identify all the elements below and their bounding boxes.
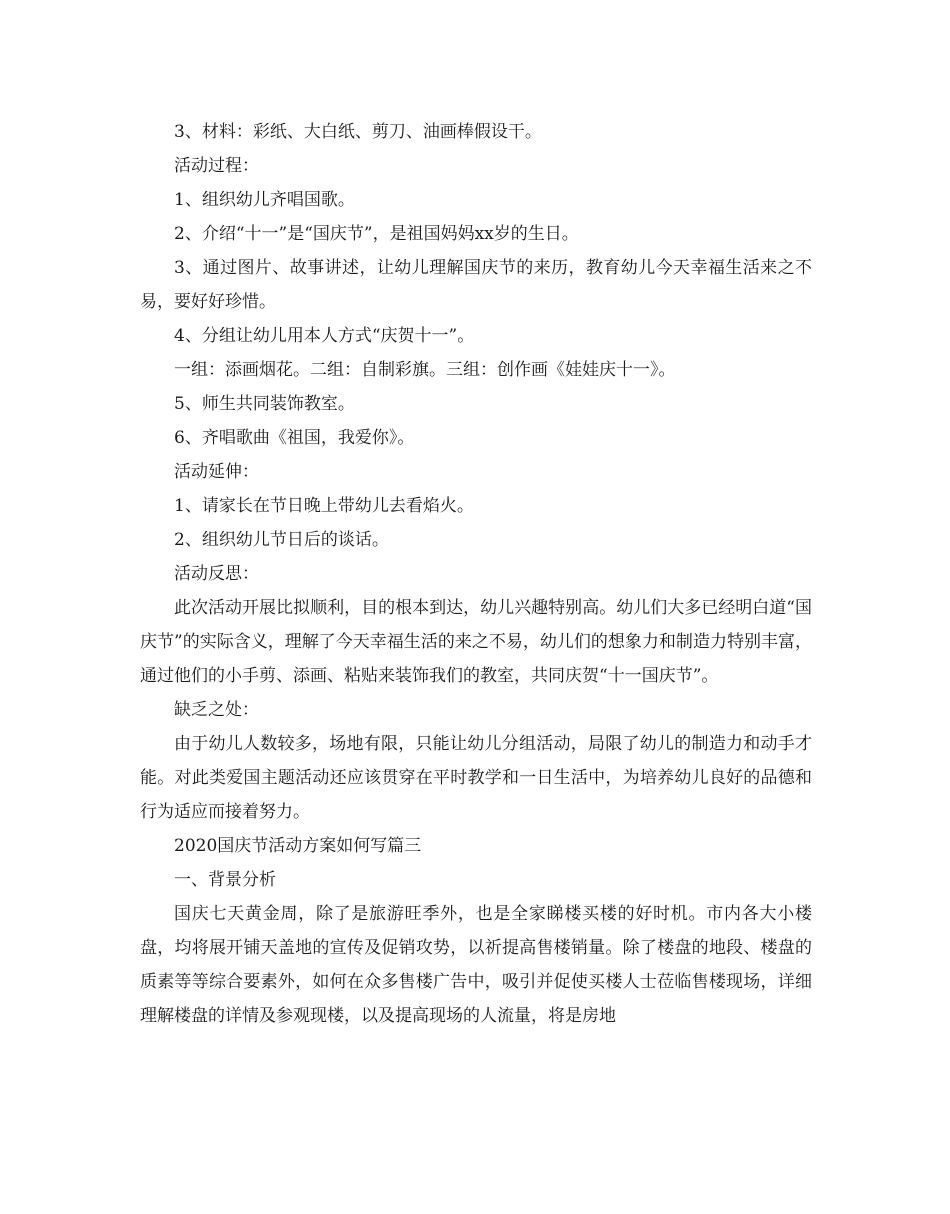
paragraph: 由于幼儿人数较多，场地有限，只能让幼儿分组活动，局限了幼儿的制造力和动手才能。对此类爱国主题活动还应该贯穿在平时教学和一日生活中，为培养幼儿良好的品德和行为适应而接着努力。 [140, 734, 812, 822]
paragraph: 3、材料：彩纸、大白纸、剪刀、油画棒假设干。 [174, 122, 542, 142]
section-heading-shortcomings: 缺乏之处： [174, 700, 259, 720]
paragraph: 2、介绍“十一”是“国庆节”，是祖国妈妈xx岁的生日。 [174, 224, 579, 244]
paragraph: 6、齐唱歌曲《祖国，我爱你》。 [174, 428, 415, 448]
section-heading-extension: 活动延伸： [174, 462, 259, 482]
paragraph: 1、组织幼儿齐唱国歌。 [174, 190, 355, 210]
paragraph: 4、分组让幼儿用本人方式“庆贺十一”。 [174, 326, 475, 346]
paragraph: 此次活动开展比拟顺利，目的根本到达，幼儿兴趣特别高。幼儿们大多已经明白道“国庆节”的实际含义，理解了今天幸福生活的来之不易，幼儿们的想象力和制造力特别丰富，通过他们的小手剪、添画、粘贴来装饰我们的教室，共同庆贺“十一国庆节”。 [140, 598, 812, 686]
paragraph: 2、组织幼儿节日后的谈话。 [174, 530, 389, 550]
section-heading-background: 一、背景分析 [174, 870, 276, 890]
document-body [140, 115, 812, 1033]
section-heading-process: 活动过程： [174, 156, 259, 176]
section-heading-reflection: 活动反思： [174, 564, 259, 584]
paragraph: 5、师生共同装饰教室。 [174, 394, 355, 414]
paragraph: 1、请家长在节日晚上带幼儿去看焰火。 [174, 496, 474, 516]
article-title: 2020国庆节活动方案如何写篇三 [174, 836, 422, 856]
paragraph: 3、通过图片、故事讲述，让幼儿理解国庆节的来历，教育幼儿今天幸福生活来之不易，要好好珍惜。 [140, 258, 812, 312]
paragraph: 一组：添画烟花。二组：自制彩旗。三组：创作画《娃娃庆十一》。 [174, 360, 676, 380]
paragraph: 国庆七天黄金周，除了是旅游旺季外，也是全家睇楼买楼的好时机。市内各大小楼盘，均将展开铺天盖地的宣传及促销攻势，以祈提高售楼销量。除了楼盘的地段、楼盘的质素等等综合要素外，如何在众多售楼广告中，吸引并促使买楼人士莅临售楼现场，详细理解楼盘的详情及参观现楼，以及提高现场的人流量，将是房地 [140, 904, 812, 1026]
